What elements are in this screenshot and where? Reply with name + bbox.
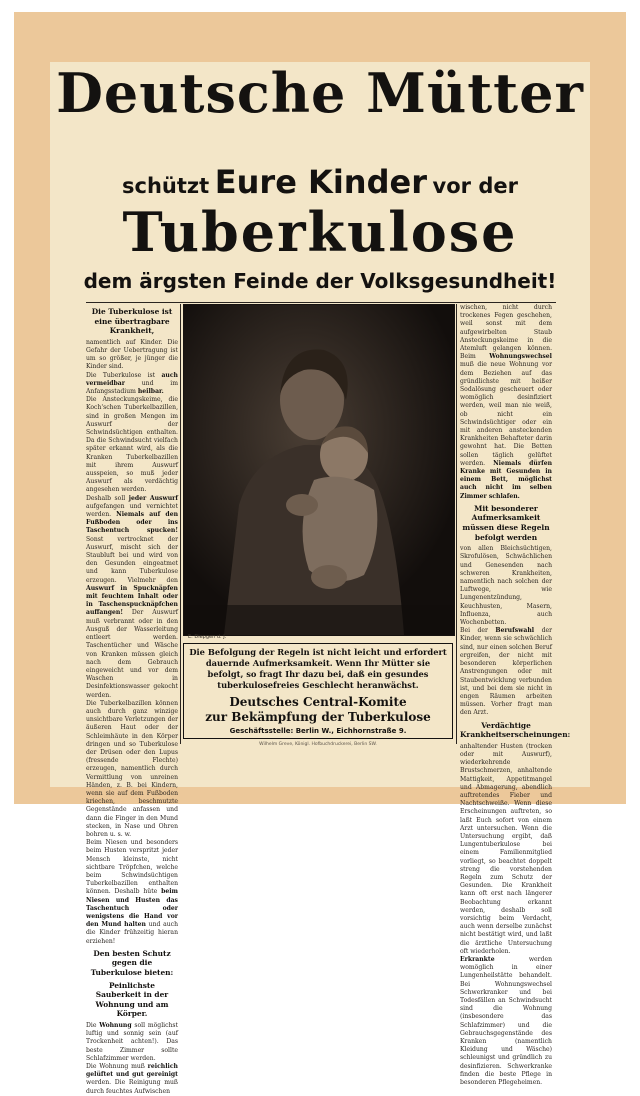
left-paragraph: Die Ansteckungskeime, die Koch'schen Tuberkelbazillen, sind in großen Mengen im Auswurf der Schwindsüchtigen enthalten. Da die Schwindsucht vielfach später erkannt wird, als die Kranken Tuberkelbazillen mit ihrem Auswurf ausspeien, so muß jeder Auswurf als verdächtig angesehen werden. <box>86 396 178 494</box>
subtitle-vor-der: vor der <box>432 174 518 198</box>
right-heading-symptoms: Verdächtige Krankheitserscheinungen: <box>460 720 571 740</box>
right-paragraph: Erkrankte werden womöglich in einer Lungenheilstätte behandelt. Bei Wohnungswechsel Schwerkranker und bei Todesfällen an Schwindsucht sind die Wohnung (insbesondere das Schlafzimmer) und die Gebrauchsgegenstände des Kranken (namentlich Kleidung und Wäsche) schleunigst und gründlich zu desinfizieren. Schwerkranke finden die beste Pflege in besonderen Pflegeheimen. <box>460 955 552 1087</box>
photo-credit: E. Diepgen d. J. <box>188 634 227 640</box>
right-column-divider <box>456 304 457 744</box>
left-paragraph: Die Wohnung soll möglichst luftig und sonnig sein (auf Trockenheit achten!). Das beste Zimmer sollte Schlafzimmer werden. <box>86 1021 179 1062</box>
mother-child-illustration <box>184 305 454 635</box>
organization-name <box>184 695 452 725</box>
organization-address: Geschäftsstelle: Berlin W., Eichhornstraße 9. <box>229 727 407 735</box>
left-heading-cleanliness: Peinlichste Sauberkeit in der Wohnung und am Körper. <box>95 980 169 1019</box>
header-divider <box>86 302 556 303</box>
printer-imprint: Wilhelm Greve, Königl. Hofbuchdruckerei, Berlin SW. <box>259 742 377 747</box>
left-paragraph: Die Tuberkulose ist auch vermeidbar und im Anfangsstadium heilbar. <box>86 371 178 395</box>
left-paragraph: Die Wohnung muß reichlich gelüftet und gut gereinigt werden. Die Reinigung muß durch feuchtes Aufwischen <box>86 1062 178 1095</box>
closing-rules-text: Die Befolgung der Regeln ist nicht leicht und erfordert dauernde Aufmerksamkeit. Wenn Ihr Mütter sie befolgt, so fragt Ihr dazu bei, daß ein gesundes tuberkulosefreies Geschlecht heranwächst. <box>189 647 447 690</box>
poster-title: Deutsche Mütter <box>56 61 584 125</box>
closing-notice-box <box>183 643 453 739</box>
poster-disease-title: Tuberkulose <box>122 200 518 264</box>
poster-tagline: dem ärgsten Feinde der Volksgesundheit! <box>83 269 557 293</box>
left-paragraph: Die Tuberkelbazillen können auch durch ganz winzige unsichtbare Verletzungen der äußeren Haut oder der Schleimhäute in den Körper dringen und so Tuberkulose der Drüsen oder den Lupus (fressende Flechte) erzeugen, namentlich durch Vermittlung von unreinen Händen, z. B. bei Kindern, wenn sie auf dem Fußboden kriechen, beschmutzte Gegenstände anfassen und dann die Finger in den Mund stecken, in Nase und Ohren bohren u. s. w. <box>86 699 178 838</box>
subtitle-eure-kinder: Eure Kinder <box>214 163 427 201</box>
organization-name-line1: Deutsches Central-Komite <box>229 695 407 709</box>
right-paragraph: von allen Bleichsüchtigen, Skrofulösen, Schwächlichen und Genesenden nach schweren Krankheiten, namentlich nach solchen der Luftwege, wie Lungenentzündung, Keuchhusten, Masern, Influenza, auch Wochenbetten. <box>460 545 552 627</box>
right-heading-attention: Mit besonderer Aufmerksamkeit müssen diese Regeln befolgt werden <box>462 503 550 542</box>
left-heading-infectious: Die Tuberkulose ist eine übertragbare Krankheit, <box>91 307 173 336</box>
organization-name-line2: zur Bekämpfung der Tuberkulose <box>205 710 431 724</box>
mother-child-photograph <box>183 304 455 636</box>
subtitle-word-schuetzt: schützt <box>122 174 210 198</box>
left-paragraph: Deshalb soll jeder Auswurf aufgefangen und vernichtet werden. Niemals auf den Fußboden oder ins Taschentuch spucken! Sonst vertrocknet der Auswurf, mischt sich der Staubluft bei und wird von den Gesunden eingeatmet und kann Tuberkulose erzeugen. Vielmehr den Auswurf in Spucknäpfen mit feuchtem Inhalt oder in Taschenspucknäpfchen auffangen! Der Auswurf muß verbrannt oder in den Ausguß der Wasserleitung entleert werden. Taschentücher und Wäsche von Kranken müssen gleich nach dem Gebrauch eingeweicht und vor dem Waschen in Desinfektionswasser gekocht werden. <box>86 494 178 699</box>
left-paragraph: namentlich auf Kinder. Die Gefahr der Uebertragung ist um so größer, je jünger die Kinder sind. <box>86 338 178 371</box>
right-paragraph: wischen, nicht durch trockenes Fegen geschehen, weil sonst mit dem aufgewirbelten Staub Ansteckungskeime in die Atemluft gelangen können. Beim Wohnungswechsel muß die neue Wohnung vor dem Beziehen auf das gründlichste mit heißer Sodalösung gescheuert oder womöglich desinfiziert werden, weil man nie weiß, ob nicht ein Schwindsüchtiger oder ein mit anderen ansteckenden Krankheiten Behafteter darin gewohnt hat. Die Betten sollen täglich gelüftet werden. Niemals dürfen Kranke mit Gesunden in einem Bett, möglichst auch nicht im selben Zimmer schlafen. <box>460 304 552 500</box>
right-paragraph: Bei der Berufswahl der Kinder, wenn sie schwächlich sind, nur einen solchen Beruf ergreifen, der nicht mit besonderen körperlichen Anstrengungen oder mit Staubentwicklung verbunden ist, und bei dem sie nicht in engen Räumen arbeiten müssen. Vorher fragt man den Arzt. <box>460 627 552 717</box>
left-paragraph: Beim Niesen und besonders beim Husten verspritzt jeder Mensch kleinste, nicht sichtbare Tröpfchen, welche beim Schwindsüchtigen Tuberkelbazillen enthalten können. Deshalb hüte beim Niesen und Husten das Taschentuch oder wenigstens die Hand vor den Mund halten und auch die Kinder frühzeitig hieran erziehen! <box>86 839 178 945</box>
left-column-divider <box>180 304 181 744</box>
right-paragraph: anhaltender Husten (trocken oder mit Auswurf), wiederkehrende Brustschmerzen, anhaltende Mattigkeit, Appetitmangel und Abmagerung, abendlich auftretendes Fieber und Nachtschweiße. Wenn diese Erscheinungen auftreten, so laßt Euch sofort von einem Arzt untersuchen. Wenn die Untersuchung ergibt, daß Lungentuberkulose bei einem Familienmitglied vorliegt, so beachtet doppelt streng die vorstehenden Regeln zum Schutz der Gesunden. Die Krankheit kann oft erst nach längerer Beobachtung erkannt werden, deshalb soll vorsichtig beim Verdacht, auch wenn derselbe zunächst nicht bestätigt wird, und laßt die ärztliche Untersuchung oft wiederholen. <box>460 742 552 955</box>
left-text-column <box>86 304 179 1095</box>
right-text-column <box>460 304 571 1087</box>
left-heading-protection: Den besten Schutz gegen die Tuberkulose bieten: <box>90 948 174 977</box>
